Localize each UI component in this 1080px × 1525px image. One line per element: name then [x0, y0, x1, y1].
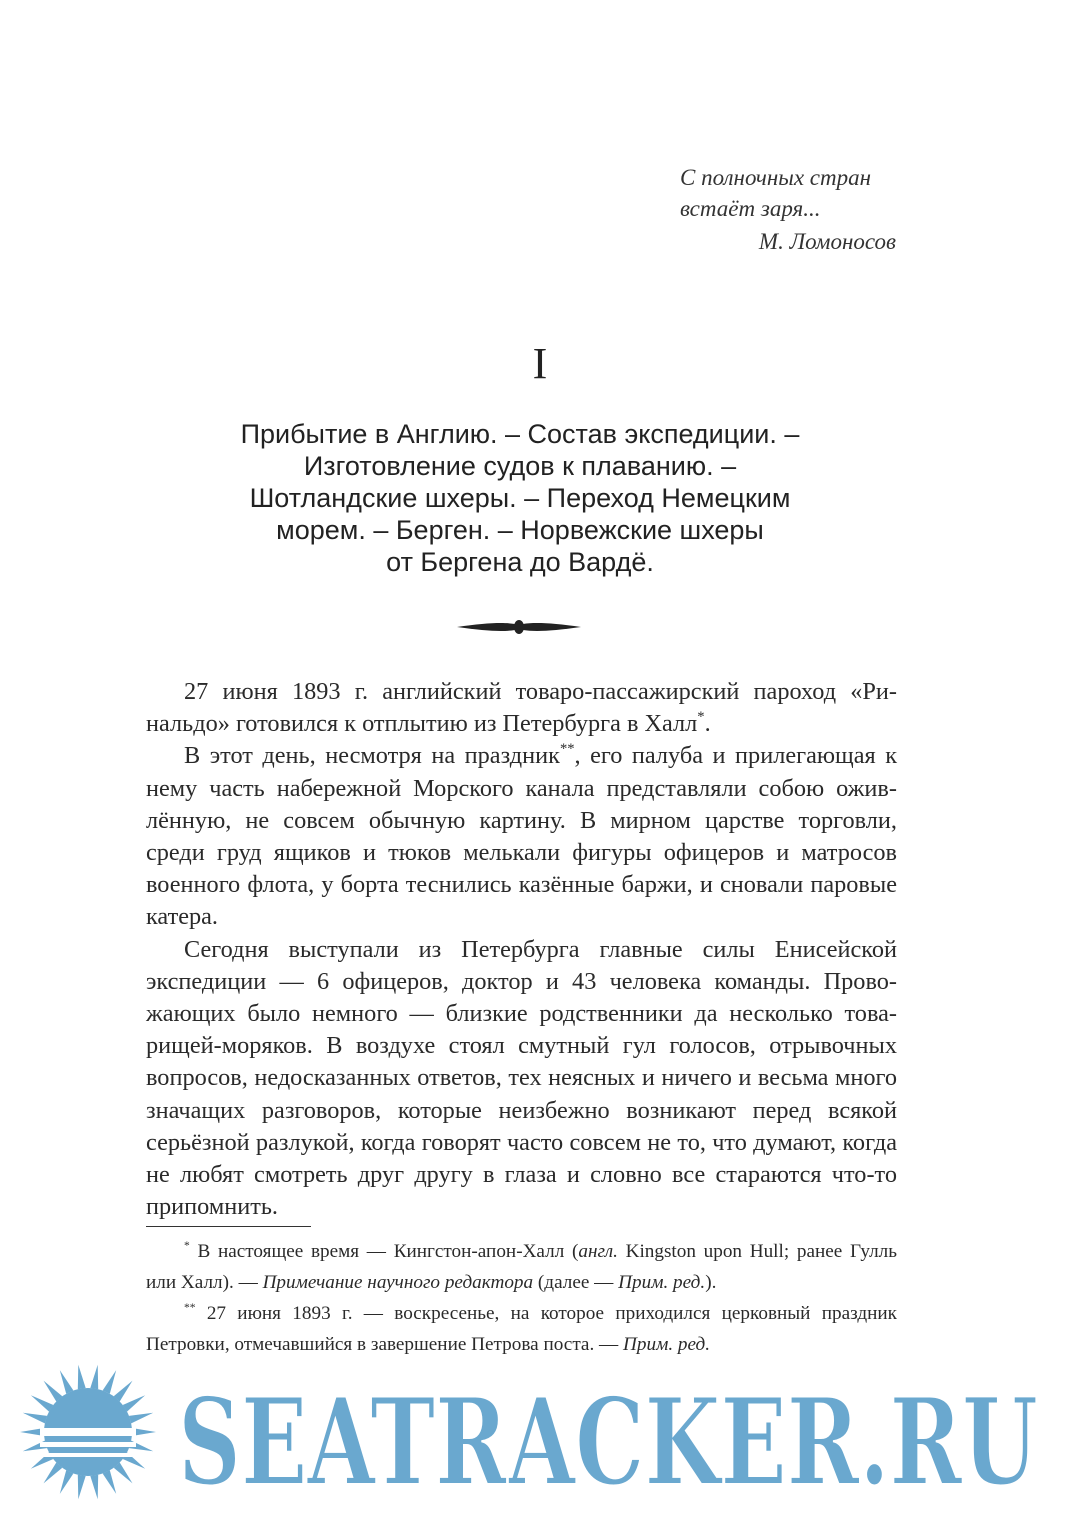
chapter-title-line: от Бергена до Вардё. — [386, 547, 654, 577]
sun-ray — [78, 1475, 86, 1500]
epigraph — [680, 162, 896, 257]
sun-ray — [90, 1475, 98, 1500]
sun-ray — [78, 1365, 86, 1390]
paragraph: Сегодня выступали из Петербурга главные силы Енисейской экспедиции — 6 офицеров, доктор и 43 человека команды. Провожающих было немного — близкие родственники да несколько товарищей-моряков. В воздухе стоял смутный гул голосов, отрывочных вопросов, недосказанных ответов, тех неясных и ничего и весьма много значащих разговоров, которые неизбежно возникают перед всякой серьёзной разлукой, когда говорят часто совсем не то, что думают, когда не любят смотреть друг другу в глаза и словно все стараются что-то припомнить. — [146, 935, 897, 1221]
watermark — [0, 1362, 1080, 1502]
footnote-divider — [146, 1226, 311, 1227]
epigraph-author: М. Ломоносов — [758, 229, 896, 254]
sun-icon — [20, 1365, 156, 1500]
sun-ray — [129, 1413, 153, 1424]
sun-ray — [90, 1365, 98, 1390]
epigraph-line-2: встаёт заря... — [680, 196, 821, 221]
epigraph-line-1: С полночных стран — [680, 165, 872, 190]
chapter-title-line: морем. – Берген. – Норвежские шхеры — [276, 515, 764, 545]
sun-ray — [123, 1395, 146, 1411]
sun-ray — [114, 1381, 133, 1402]
paragraph: 27 июня 1893 г. английский товаро-пассажирский пароход «Ринальдо» готовился к отплытию из Петербурга в Халл*. — [146, 678, 897, 738]
paragraph: В этот день, несмотря на праздник**, его палуба и прилегающая к нему часть набережной Морского канала представляли собою оживлённую, не совсем обычную картину. В мирном царстве торговли, среди груд ящиков и тюков мелькали фигуры офицеров и матросов военного флота, у борта теснились казённые баржи, и сновали паровые катера. — [146, 741, 897, 931]
footnotes — [146, 1236, 897, 1360]
footnote-ref[interactable]: ** — [559, 741, 575, 758]
ornament-divider-icon — [455, 614, 583, 640]
sun-ray — [60, 1370, 74, 1394]
body-text — [146, 676, 897, 1223]
footnote-1: * В настоящее время — Кингстон-апон-Халл (англ. Kingston upon Hull; ранее Гулль или Халл). — Примечание научного редактора (далее — Прим. ред.). — [146, 1239, 898, 1293]
chapter-title — [180, 418, 860, 578]
sun-ray — [23, 1413, 47, 1424]
footnote-2: ** 27 июня 1893 г. — воскресенье, на которое приходился церковный праздник Петровки, отмечавшийся в завершение Петрова поста. — Прим. ред. — [146, 1301, 897, 1355]
chapter-title-line: Шотландские шхеры. – Переход Немецким — [249, 483, 791, 513]
watermark-text: SEATRACKER.RU — [178, 1372, 1038, 1502]
footnote-ref[interactable]: * — [697, 709, 705, 725]
chapter-title-line: Изготовление судов к плаванию. – — [303, 451, 737, 481]
sun-ray — [103, 1370, 117, 1394]
chapter-title-line: Прибытие в Англию. – Состав экспедиции. – — [240, 419, 800, 449]
sun-ray — [114, 1463, 133, 1484]
sun-ray — [60, 1470, 74, 1494]
sun-ray — [103, 1470, 117, 1494]
sun-ray — [44, 1463, 63, 1484]
sun-ray — [31, 1395, 54, 1411]
chapter-number: I — [532, 339, 548, 388]
sun-ray — [44, 1381, 63, 1402]
